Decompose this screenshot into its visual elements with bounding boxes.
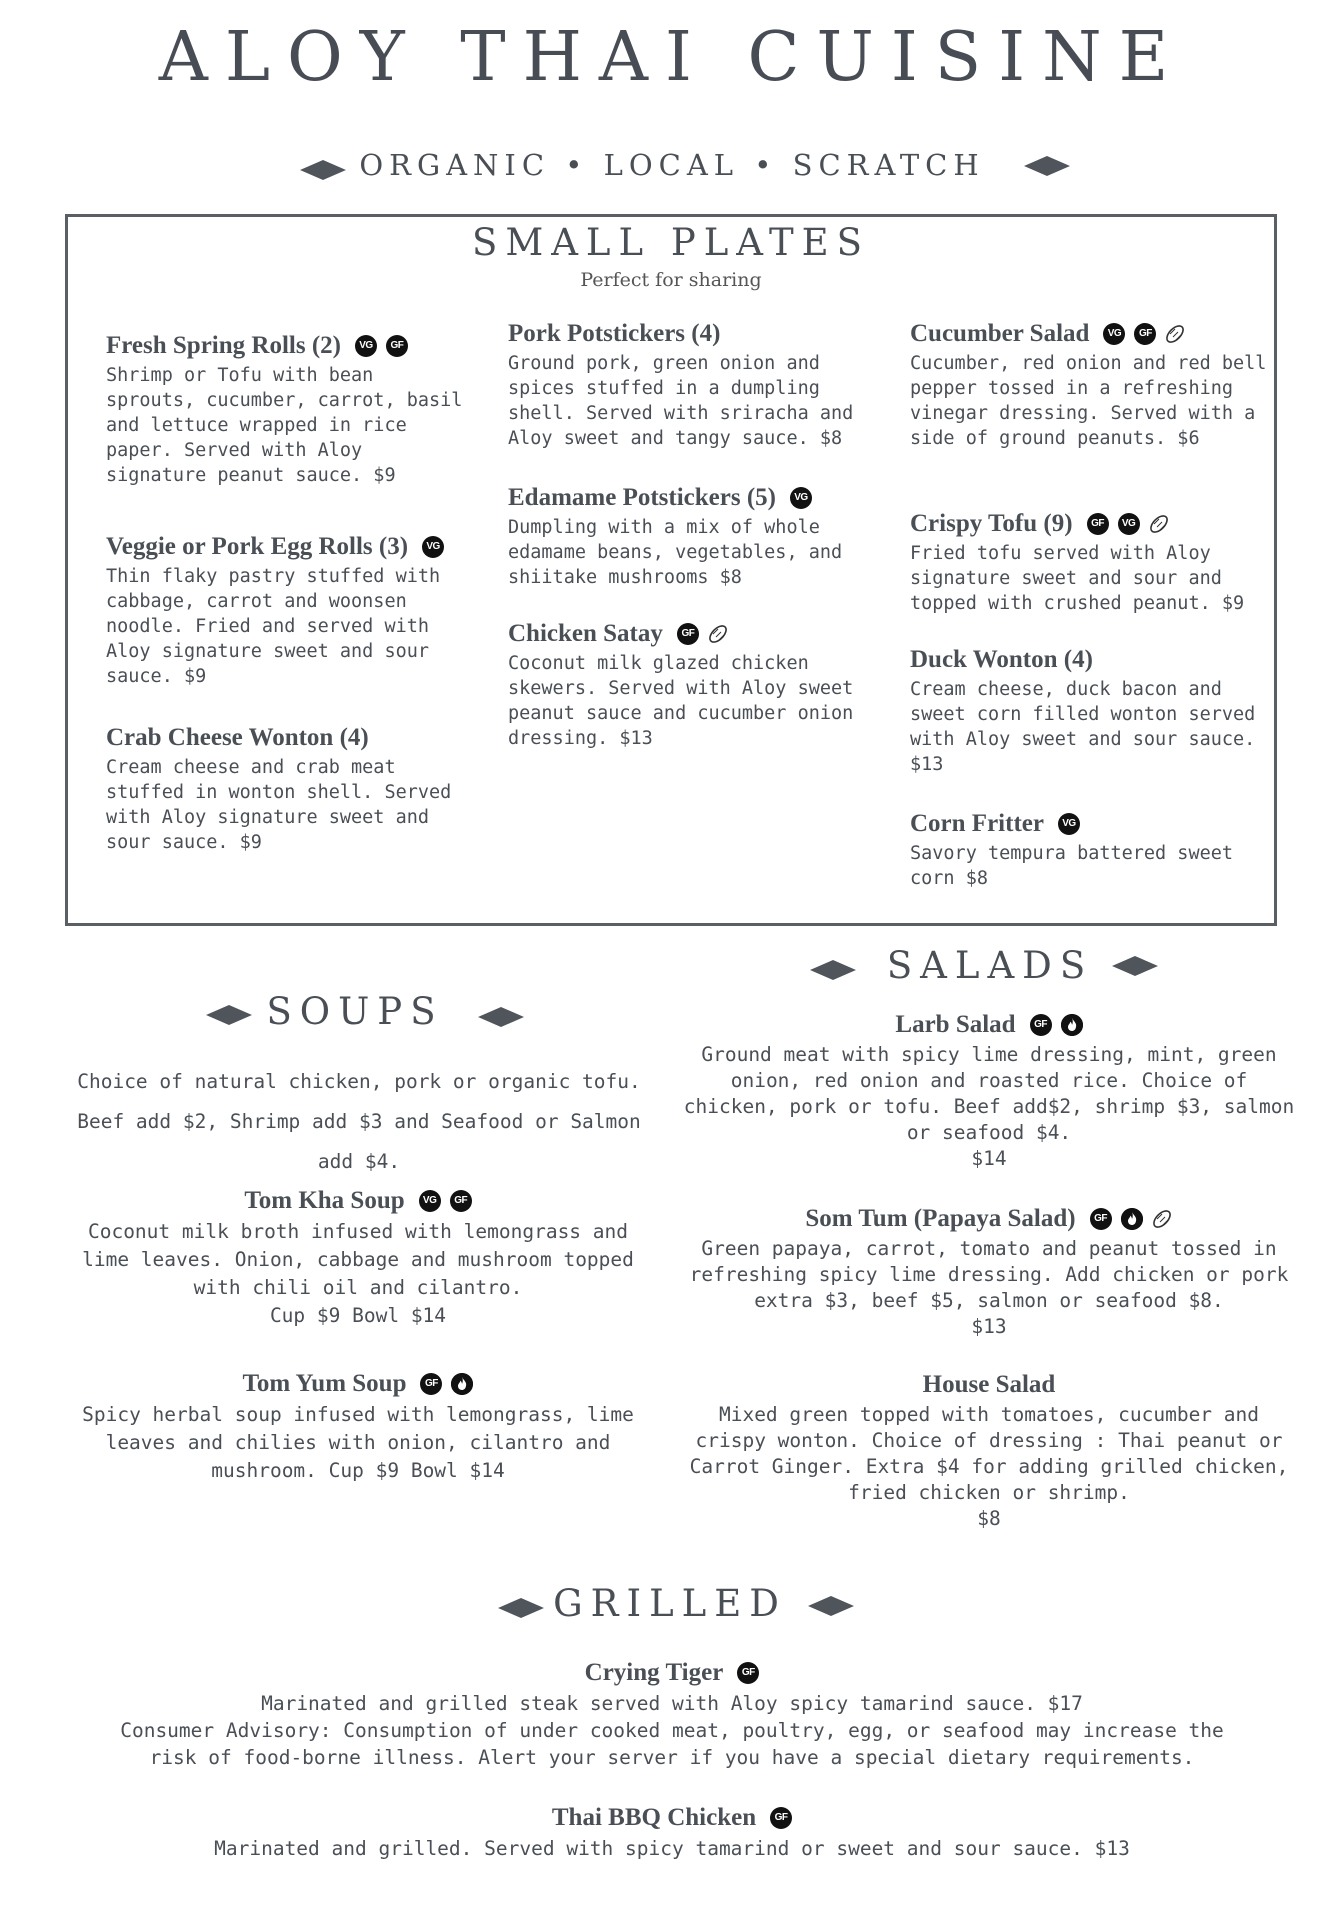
menu-item-crab-cheese-wonton <box>106 723 466 855</box>
item-description: Fried tofu served with Aloy signature sweet and sour and topped with crushed peanut. $9 <box>910 543 1245 614</box>
peanut-icon <box>1164 323 1186 345</box>
item-description: Coconut milk glazed chicken skewers. Served with Aloy sweet peanut sauce and cucumber onion dressing. $13 <box>508 653 854 749</box>
menu-item-tom-yum-soup <box>60 1369 656 1485</box>
menu-item-fresh-spring-rolls <box>106 331 466 488</box>
vegan-badge-icon: VG <box>1058 813 1080 835</box>
item-description: Marinated and grilled. Served with spicy tamarind or sweet and sour sauce. $13 <box>214 1837 1130 1860</box>
item-name: Crying Tiger <box>584 1659 724 1686</box>
vegan-badge-icon: VG <box>1103 323 1125 345</box>
item-name: Larb Salad <box>895 1011 1016 1038</box>
item-description: Mixed green topped with tomatoes, cucumber and crispy wonton. Choice of dressing : Thai peanut or Carrot Ginger. Extra $4 for adding grilled chicken, fried chicken or shrimp. <box>689 1403 1289 1504</box>
item-description: Thin flaky pastry stuffed with cabbage, carrot and woonsen noodle. Fried and served with Aloy signature sweet and sour sauce. $9 <box>106 566 441 687</box>
menu-item-corn-fritter <box>910 809 1270 891</box>
diamond-ornament-icon <box>810 960 856 980</box>
menu-item-crying-tiger <box>60 1658 1284 1771</box>
item-name: Chicken Satay <box>508 620 663 647</box>
menu-item-duck-wonton <box>910 645 1270 777</box>
menu-item-house-salad <box>682 1370 1296 1532</box>
item-name: Tom Yum Soup <box>242 1370 407 1397</box>
item-name: Corn Fritter <box>910 810 1044 837</box>
item-description: Spicy herbal soup infused with lemongrass, lime leaves and chilies with onion, cilantro and mushroom. Cup $9 Bowl $14 <box>82 1403 634 1482</box>
diamond-ornament-icon <box>808 1596 854 1616</box>
small-plates-title: SMALL PLATES <box>471 221 871 264</box>
item-name: Fresh Spring Rolls (2) <box>106 332 341 359</box>
gluten-free-badge-icon: GF <box>1030 1014 1052 1036</box>
vegan-badge-icon: VG <box>355 335 377 357</box>
item-name: Crispy Tofu (9) <box>910 510 1073 537</box>
small-plates-subtitle: Perfect for sharing <box>580 269 762 291</box>
gluten-free-badge-icon: GF <box>386 335 408 357</box>
spicy-flame-icon <box>1121 1208 1143 1230</box>
menu-item-thai-bbq-chicken <box>60 1803 1284 1862</box>
menu-item-edamame-potstickers <box>508 483 868 590</box>
menu-item-cucumber-salad <box>910 319 1270 451</box>
item-price: Cup $9 Bowl $14 <box>269 1304 447 1327</box>
soups-intro: Choice of natural chicken, pork or organic tofu. Beef add $2, Shrimp add $3 and Seafood or Salmon add $4. <box>77 1070 641 1173</box>
menu-item-crispy-tofu <box>910 509 1270 616</box>
item-price: $14 <box>971 1147 1007 1170</box>
item-description: Cream cheese and crab meat stuffed in wonton shell. Served with Aloy signature sweet and sour sauce. $9 <box>106 757 452 853</box>
item-description: Green papaya, carrot, tomato and peanut tossed in refreshing spicy lime dressing. Add chicken or pork extra $3, beef $5, salmon or seafood $8. <box>689 1237 1289 1312</box>
diamond-ornament-icon <box>498 1598 544 1618</box>
gluten-free-badge-icon: GF <box>770 1807 792 1829</box>
vegan-badge-icon: VG <box>422 536 444 558</box>
item-description: Shrimp or Tofu with bean sprouts, cucumber, carrot, basil and lettuce wrapped in rice paper. Served with Aloy signature peanut sauce. $9 <box>106 365 463 486</box>
item-description: Cucumber, red onion and red bell pepper tossed in a refreshing vinegar dressing. Served with a side of ground peanuts. $6 <box>910 353 1267 449</box>
peanut-icon <box>1148 513 1170 535</box>
menu-item-som-tum <box>682 1204 1296 1340</box>
item-name: Veggie or Pork Egg Rolls (3) <box>106 533 409 560</box>
item-description: Ground meat with spicy lime dressing, mint, green onion, red onion and roasted rice. Choice of chicken, pork or tofu. Beef add$2, shrimp $3, salmon or seafood $4. <box>683 1043 1295 1144</box>
item-price: $8 <box>977 1507 1001 1530</box>
menu-item-pork-potstickers <box>508 319 868 451</box>
consumer-advisory: Consumer Advisory: Consumption of under cooked meat, poultry, egg, or seafood may increase the risk of food-borne illness. Alert your server if you have a special dietary requirements. <box>120 1719 1224 1769</box>
menu-item-tom-kha-soup <box>60 1186 656 1330</box>
restaurant-name: ALOY THAI CUISINE <box>158 18 1186 97</box>
item-name: Edamame Potstickers (5) <box>508 484 776 511</box>
gluten-free-badge-icon: GF <box>450 1190 472 1212</box>
peanut-icon <box>1151 1208 1173 1230</box>
menu-item-chicken-satay <box>508 619 868 751</box>
small-plates-box <box>65 214 1277 926</box>
item-description: Dumpling with a mix of whole edamame beans, vegetables, and shiitake mushrooms $8 <box>508 517 843 588</box>
soups-title: SOUPS <box>266 990 444 1033</box>
item-description: Savory tempura battered sweet corn $8 <box>910 843 1234 889</box>
gluten-free-badge-icon: GF <box>420 1373 442 1395</box>
item-name: Crab Cheese Wonton (4) <box>106 724 369 751</box>
gluten-free-badge-icon: GF <box>1087 513 1109 535</box>
salads-title: SALADS <box>886 944 1094 987</box>
menu-item-egg-rolls <box>106 532 466 689</box>
item-name: Som Tum (Papaya Salad) <box>805 1205 1076 1232</box>
tagline: ORGANIC • LOCAL • SCRATCH <box>359 148 985 182</box>
gluten-free-badge-icon: GF <box>737 1662 759 1684</box>
gluten-free-badge-icon: GF <box>1090 1208 1112 1230</box>
item-name: Pork Potstickers (4) <box>508 320 721 347</box>
item-description: Coconut milk broth infused with lemongrass and lime leaves. Onion, cabbage and mushroom topped with chili oil and cilantro. <box>82 1220 634 1299</box>
tagline-row <box>0 148 1344 188</box>
item-description: Cream cheese, duck bacon and sweet corn filled wonton served with Aloy sweet and sour sauce. $13 <box>910 679 1256 775</box>
item-name: Thai BBQ Chicken <box>551 1804 757 1831</box>
vegan-badge-icon: VG <box>1118 513 1140 535</box>
item-name: Tom Kha Soup <box>244 1187 405 1214</box>
gluten-free-badge-icon: GF <box>1134 323 1156 345</box>
menu-item-larb-salad <box>682 1010 1296 1172</box>
item-name: Cucumber Salad <box>910 320 1090 347</box>
item-description: Ground pork, green onion and spices stuffed in a dumpling shell. Served with sriracha and Aloy sweet and tangy sauce. $8 <box>508 353 854 449</box>
item-name: House Salad <box>922 1371 1056 1398</box>
item-description: Marinated and grilled steak served with Aloy spicy tamarind sauce. $17 <box>261 1692 1083 1715</box>
item-name: Duck Wonton (4) <box>910 646 1093 673</box>
gluten-free-badge-icon: GF <box>677 623 699 645</box>
peanut-icon <box>707 623 729 645</box>
grilled-title: GRILLED <box>553 1582 787 1625</box>
vegan-badge-icon: VG <box>419 1190 441 1212</box>
vegan-badge-icon: VG <box>790 487 812 509</box>
spicy-flame-icon <box>451 1373 473 1395</box>
item-price: $13 <box>971 1315 1007 1338</box>
spicy-flame-icon <box>1061 1014 1083 1036</box>
